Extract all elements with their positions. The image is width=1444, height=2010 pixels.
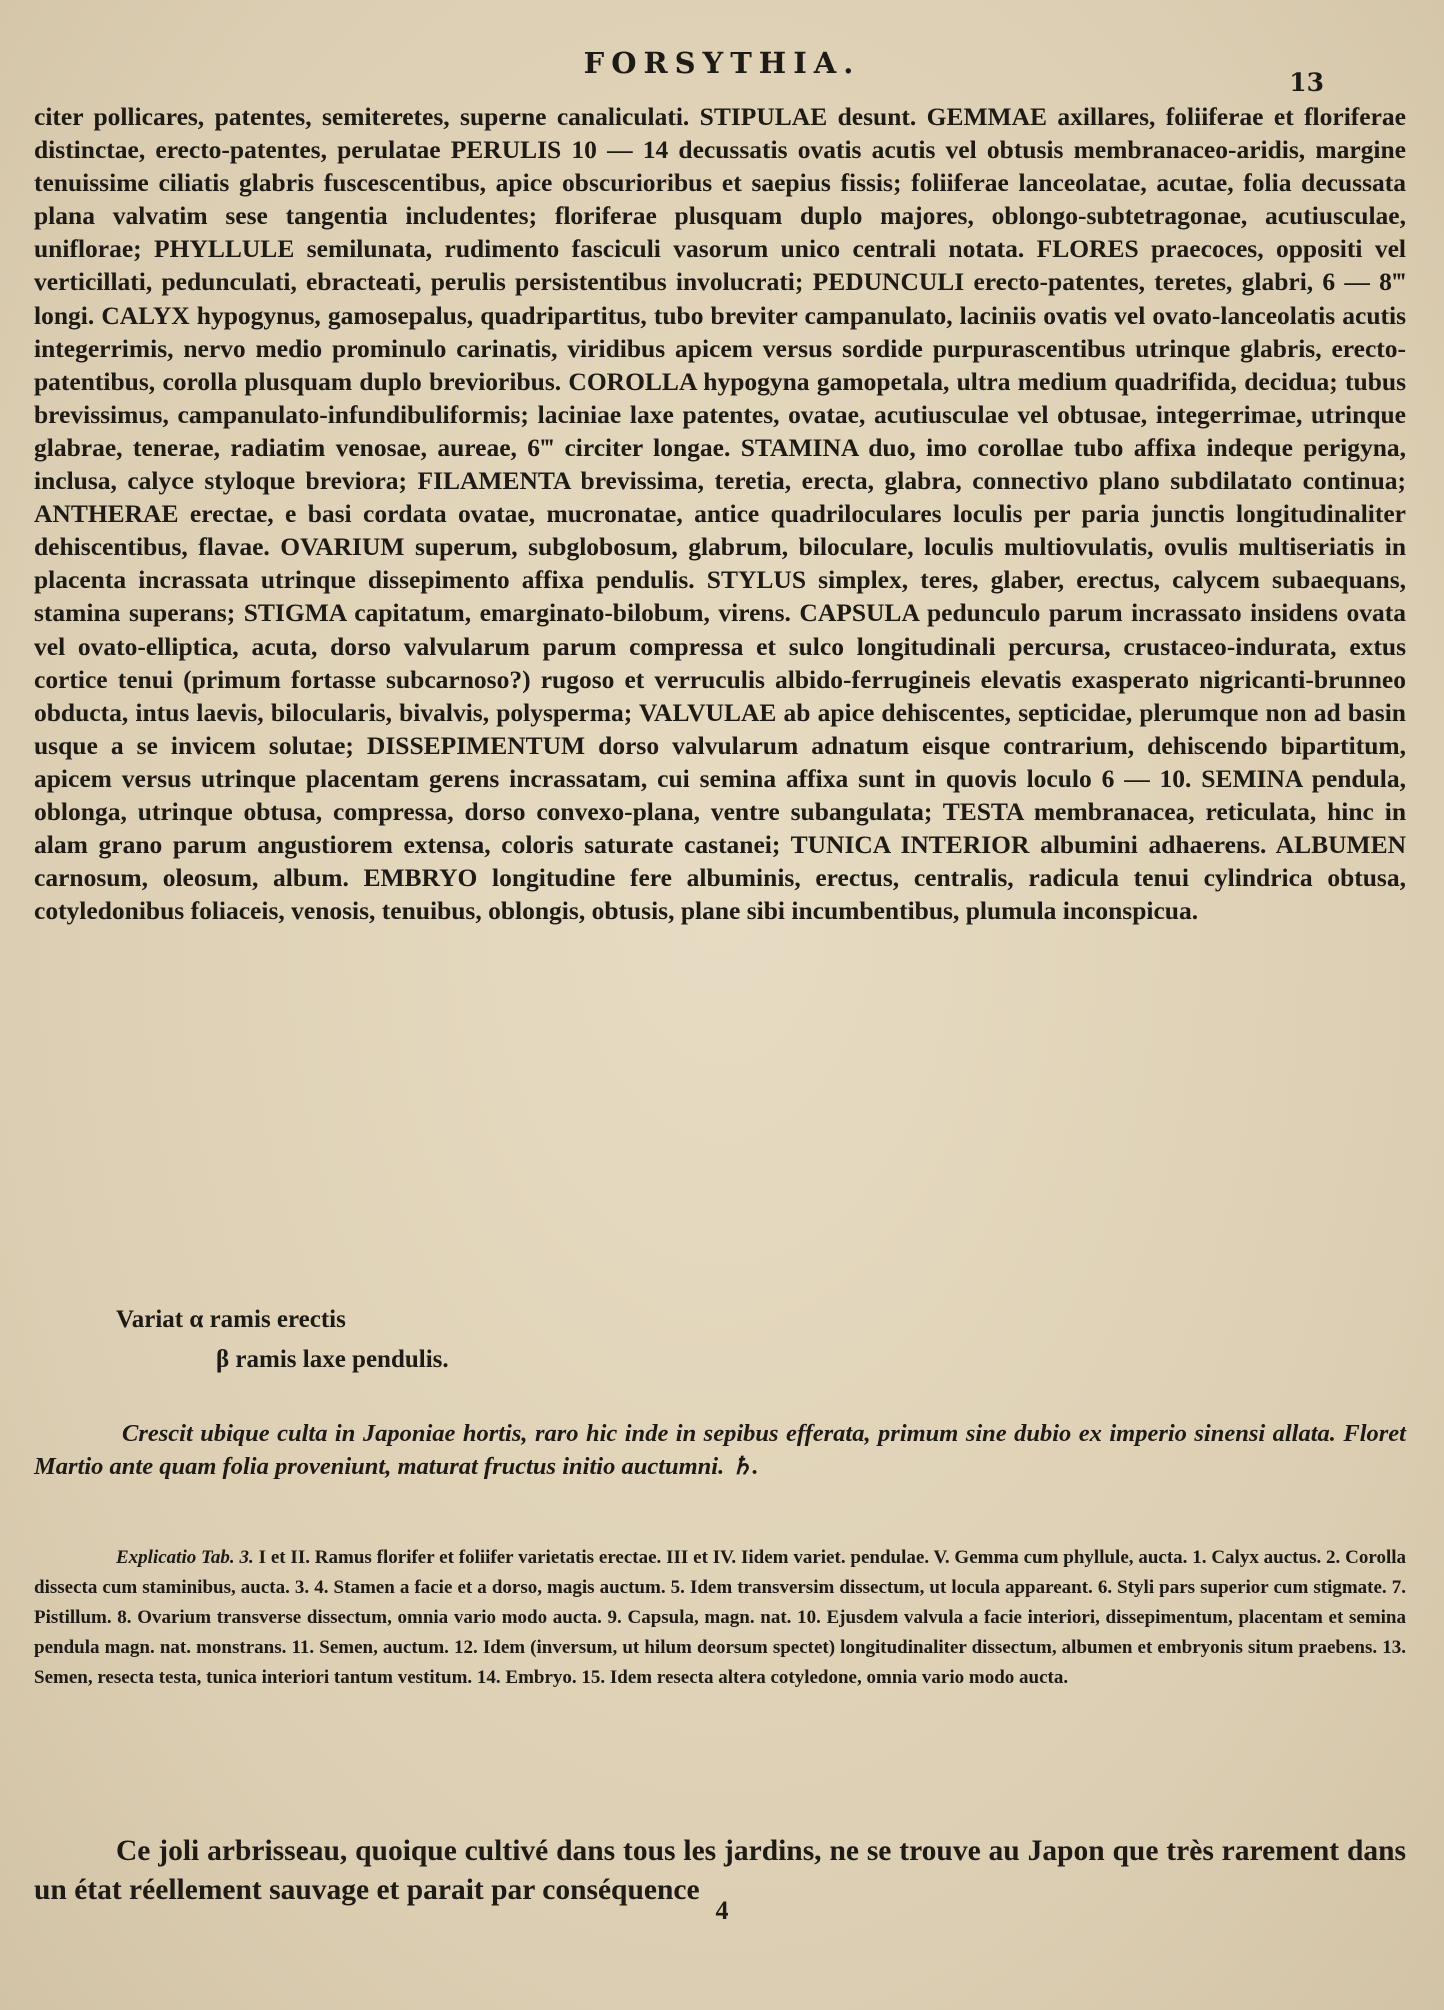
french-paragraph: Ce joli arbrisseau, quoique cultivé dans tous les jardins, ne se trouve au Japon que très rarement dans un état réellement sauvage et parait par conséquence [34,1834,1406,1906]
page-header [0,38,1444,97]
habitat-paragraph: Crescit ubique culta in Japoniae hortis, raro hic inde in sepibus efferata, primum sine dubio ex imperio sinensi allata. Floret Martio ante quam folia proveniunt, maturat fructus initio auctumni. ♄. [34,1419,1406,1480]
plate-explanation-text: I et II. Ramus florifer et foliifer varietatis erectae. III et IV. Iidem variet. pendulae. V. Gemma cum phyllule, aucta. 1. Calyx auctus. 2. Corolla dissecta cum staminibus, aucta. 3. 4. Stamen a facie et a dorso, magis auctum. 5. Idem transversim dissectum, ut locula appareant. 6. Styli pars superior cum stigmate. 7. Pistillum. 8. Ovarium transverse dissectum, omnia vario modo aucta. 9. Capsula, magn. nat. 10. Ejusdem valvula a facie interiori, dissepimentum, placentam et semina pendula magn. nat. monstrans. 11. Semen, auctum. 12. Idem (inversum, ut hilum deorsum spectet) longitudinaliter dissectum, albumen et embryonis situm praebens. 13. Semen, resecta testa, tunica interiori tantum vestitum. 14. Embryo. 15. Idem resecta altera cotyledone, omnia vario modo aucta. [34,1547,1406,1688]
variety-beta: β ramis laxe pendulis. [216,1346,449,1373]
variety-alpha: Variat α ramis erectis [116,1306,346,1333]
running-title: FORSYTHIA. [583,46,861,80]
plate-explanation [34,1543,1406,1693]
varieties [116,1300,449,1380]
description-text [34,100,1406,927]
plate-explanation-label: Explicatio Tab. 3. [116,1547,254,1568]
description-paragraph: citer pollicares, patentes, semiteretes, superne canaliculati. STIPULAE desunt. GEMMAE axillares, foliiferae et floriferae distinctae, erecto-patentes, perulatae PERULIS 10 — 14 decussatis ovatis acutis vel obtusis membranaceo-aridis, margine tenuissime ciliatis glabris fuscescentibus, apice obscurioribus et saepius fissis; foliiferae lanceolatae, acutae, folia decussata plana valvatim sese tangentia includentes; floriferae plusquam duplo majores, oblongo-subtetragonae, acutiusculae, uniflorae; PHYLLULE semilunata, rudimento fasciculi vasorum unico centrali notata. FLORES praecoces, oppositi vel verticillati, pedunculati, ebracteati, perulis persistentibus involucrati; PEDUNCULI erecto-patentes, teretes, glabri, 6 — 8‴ longi. CALYX hypogynus, gamosepalus, quadripartitus, tubo breviter campanulato, laciniis ovatis vel ovato-lanceolatis acutis integerrimis, nervo medio prominulo carinatis, viridibus apicem versus sordide purpurascentibus utrinque glabris, erecto-patentibus, corolla plusquam duplo brevioribus. COROLLA hypogyna gamopetala, ultra medium quadrifida, decidua; tubus brevissimus, campanulato-infundibuliformis; laciniae laxe patentes, ovatae, acutiusculae vel obtusae, integerrimae, utrinque glabrae, tenerae, radiatim venosae, aureae, 6‴ circiter longae. STAMINA duo, imo corollae tubo affixa indeque perigyna, inclusa, calyce styloque breviora; FILAMENTA brevissima, teretia, erecta, glabra, connectivo plano subdilatato continua; ANTHERAE erectae, e basi cordata ovatae, mucronatae, antice quadriloculares loculis per paria junctis longitudinaliter dehiscentibus, flavae. OVARIUM superum, subglobosum, glabrum, biloculare, loculis multiovulatis, ovulis multiseriatis in placenta incrassata utrinque dissepimento affixa pendulis. STYLUS simplex, teres, glaber, erectus, calycem subaequans, stamina superans; STIGMA capitatum, emarginato-bilobum, virens. CAPSULA pedunculo parum incrassato insidens ovata vel ovato-elliptica, acuta, dorso valvularum parum compressa et sulco longitudinali percursa, crustaceo-indurata, extus cortice tenui (primum fortasse subcarnoso?) rugoso et verruculis albido-ferrugineis elevatis exasperato nigricanti-brunneo obducta, intus laevis, bilocularis, bivalvis, polysperma; VALVULAE ab apice dehiscentes, septicidae, plerumque non ad basin usque a se invicem solutae; DISSEPIMENTUM dorso valvularum adnatum eisque contrarium, dehiscendo bipartitum, apicem versus utrinque placentam gerens incrassatam, cui semina affixa sunt in quovis loculo 6 — 10. SEMINA pendula, oblonga, utrinque obtusa, compressa, dorso convexo-plana, ventre subangulata; TESTA membranacea, reticulata, hinc in alam grano parum angustiorem extensa, coloris saturate castanei; TUNICA INTERIOR albumini adhaerens. ALBUMEN carnosum, oleosum, album. EMBRYO longitudine fere albuminis, erectus, centralis, radicula tenui cylindrica obtusa, cotyledonibus foliaceis, venosis, tenuibus, oblongis, obtusis, plane sibi incumbentibus, plumula inconspicua. [34,102,1406,926]
page-number: 13 [1289,68,1324,97]
signature-mark: 4 [715,1896,729,1925]
